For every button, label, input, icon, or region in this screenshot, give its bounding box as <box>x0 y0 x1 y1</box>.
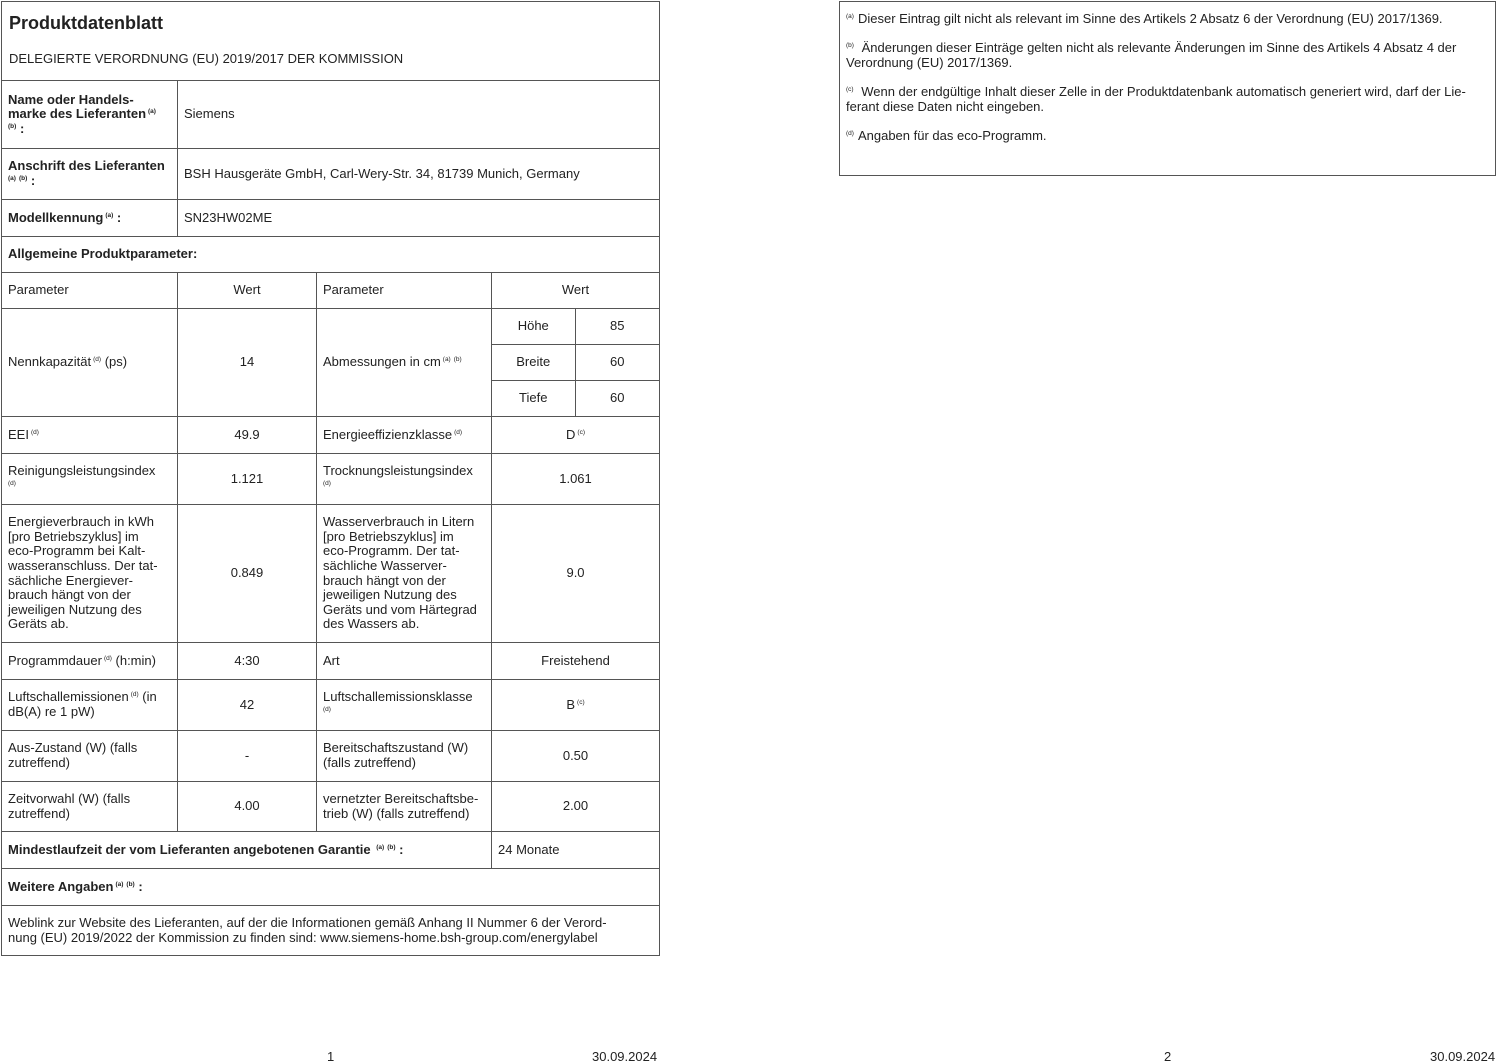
footnote-mark: (a) <box>115 880 124 888</box>
drying-index-label-cell <box>317 454 492 505</box>
model-label: Modellkennung <box>8 209 104 225</box>
energy-class-value: D <box>566 426 576 442</box>
networked-standby-value: 2.00 <box>492 782 660 832</box>
footnote-mark: (c) <box>577 698 585 706</box>
noise-class-value: B <box>566 696 576 712</box>
dimensions-label: Abmessungen in cm <box>323 354 441 370</box>
type-value: Freistehend <box>492 643 660 680</box>
model-label-cell <box>2 200 178 237</box>
program-duration-value: 4:30 <box>178 643 317 680</box>
program-duration-unit: (h:min) <box>115 652 156 668</box>
energy-class-value-cell <box>492 417 660 454</box>
supplier-name-label: Name oder Handels- marke des Lieferanten <box>8 91 147 122</box>
footnote-mark: (b) <box>846 42 854 50</box>
depth-label: Tiefe <box>492 381 575 416</box>
footnote-mark: (d) <box>93 356 102 364</box>
capacity-label: Nennkapazität <box>8 354 92 370</box>
networked-standby-label: vernetzter Bereitschaftsbe- trieb (W) (falls zutreffend) <box>317 782 492 832</box>
delay-start-label: Zeitvorwahl (W) (falls zutreffend) <box>2 782 178 832</box>
title-cell <box>2 2 660 81</box>
supplier-weblink: Weblink zur Website des Lieferanten, auf der die Informationen gemäß Anhang II Nummer 6 der Verord- nung (EU) 2019/2022 der Kommission zu finden sind: www.siemens-home.bsh-group.com/energylabel <box>2 906 660 956</box>
dimensions-values <box>492 309 660 417</box>
type-label: Art <box>317 643 492 680</box>
column-header-value: Wert <box>492 273 660 309</box>
warranty-label: Mindestlaufzeit der vom Lieferanten angebotenen Garantie <box>8 841 371 857</box>
supplier-address-value: BSH Hausgeräte GmbH, Carl-Wery-Str. 34, 81739 Munich, Germany <box>178 149 660 200</box>
column-header-parameter: Parameter <box>317 273 492 309</box>
supplier-name-value: Siemens <box>178 81 660 149</box>
noise-emission-value: 42 <box>178 680 317 731</box>
footnote-mark: (d) <box>323 480 331 487</box>
noise-class-label-cell <box>317 680 492 731</box>
cleaning-index-label: Reinigungsleistungsindex <box>8 463 156 479</box>
footnote-mark: (d) <box>103 654 112 662</box>
footnote-mark: (d) <box>130 691 139 699</box>
height-label: Höhe <box>492 309 575 344</box>
water-consumption-label: Wasserverbrauch in Litern [pro Betriebszyklus] im eco-Programm. Der tat- sächliche Wasserver- brauch hängt von der jeweiligen Nutzung des Geräts und vom Härtegrad des Wassers ab. <box>317 505 492 643</box>
model-value: SN23HW02ME <box>178 200 660 237</box>
supplier-address-label: Anschrift des Lieferanten <box>8 158 165 174</box>
footnote-mark: (b) <box>453 356 462 364</box>
general-parameters-heading: Allgemeine Produktparameter: <box>2 237 660 273</box>
footnote-d <box>846 129 1489 144</box>
colon: : <box>116 209 122 225</box>
footer-date-2: 30.09.2024 <box>1430 1049 1496 1064</box>
cleaning-index-value: 1.121 <box>178 454 317 505</box>
drying-index-value: 1.061 <box>492 454 660 505</box>
footnote-mark: (a) <box>148 108 156 116</box>
warranty-label-cell <box>2 832 492 869</box>
noise-class-label: Luftschallemissionsklasse <box>323 689 473 705</box>
delay-start-value: 4.00 <box>178 782 317 832</box>
footnote-a-text: Dieser Eintrag gilt nicht als relevant im Sinne des Artikels 2 Absatz 6 der Verordnung (EU) 2017/1369. <box>857 11 1443 26</box>
footnote-mark: (b) <box>8 122 17 130</box>
energy-consumption-value: 0.849 <box>178 505 317 643</box>
supplier-address-label-cell <box>2 149 178 200</box>
colon: : <box>399 841 404 857</box>
dimensions-label-cell <box>317 309 492 417</box>
column-header-value: Wert <box>178 273 317 309</box>
page-number-2: 2 <box>1164 1049 1172 1064</box>
colon: : <box>19 120 25 136</box>
footnote-b-text: Änderungen dieser Einträge gelten nicht als relevante Änderungen im Sinne des Artikels 4 Absatz 4 der Verordnung (EU) 2017/1369. <box>846 40 1457 70</box>
capacity-unit: (ps) <box>104 354 128 370</box>
footnote-mark: (c) <box>577 428 585 436</box>
footnote-mark: (c) <box>846 85 854 93</box>
off-mode-label: Aus-Zustand (W) (falls zutreffend) <box>2 731 178 782</box>
cleaning-index-label-cell <box>2 454 178 505</box>
dimensions-grid <box>492 309 659 416</box>
footnotes-box <box>839 1 1496 176</box>
footnote-mark: (a) <box>442 356 451 364</box>
eei-value: 49.9 <box>178 417 317 454</box>
footnote-mark: (b) <box>18 175 28 182</box>
drying-index-label: Trocknungsleistungsindex <box>323 463 473 479</box>
footnote-mark: (b) <box>387 843 396 851</box>
footnote-mark: (a) <box>376 843 385 851</box>
footnote-c-text: Wenn der endgültige Inhalt dieser Zelle in der Produktdatenbank automatisch generiert wird, darf der Lie- ferant diese Daten nicht eingeben. <box>846 83 1466 114</box>
standby-label: Bereitschaftszustand (W) (falls zutreffend) <box>317 731 492 782</box>
noise-emission-label: Luftschallemissionen <box>8 689 129 705</box>
colon: : <box>138 878 143 894</box>
footnote-mark: (d) <box>30 428 39 436</box>
capacity-value: 14 <box>178 309 317 417</box>
footnote-mark: (d) <box>846 129 854 137</box>
energy-class-label: Energieeffizienzklasse <box>323 426 453 442</box>
depth-value: 60 <box>610 390 625 406</box>
width-value: 60 <box>575 344 659 380</box>
footnote-mark: (a) <box>8 175 16 182</box>
width-label: Breite <box>492 344 575 380</box>
product-data-sheet <box>1 1 660 956</box>
program-duration-label-cell <box>2 643 178 680</box>
regulation-subtitle: DELEGIERTE VERORDNUNG (EU) 2019/2017 DER KOMMISSION <box>9 51 404 66</box>
warranty-value: 24 Monate <box>492 832 660 869</box>
footnote-mark: (d) <box>8 480 16 487</box>
eei-label: EEI <box>8 426 29 442</box>
footnote-d-text: Angaben für das eco-Programm. <box>857 127 1047 143</box>
footnote-b <box>846 41 1489 70</box>
footnote-mark: (d) <box>454 428 463 436</box>
energy-class-label-cell <box>317 417 492 454</box>
further-info-heading: Weitere Angaben <box>8 878 114 894</box>
capacity-label-cell <box>2 309 178 417</box>
further-info-heading-cell <box>2 869 660 906</box>
footnote-a <box>846 12 1489 27</box>
footer-date-1: 30.09.2024 <box>592 1049 658 1064</box>
energy-consumption-label: Energieverbrauch in kWh [pro Betriebszyklus] im eco-Programm bei Kalt- wasseranschluss. Der tat- sächliche Energiever- brauch hängt von der jeweiligen Nutzung des Geräts ab. <box>2 505 178 643</box>
document-title: Produktdatenblatt <box>9 13 164 33</box>
noise-emission-unit: (in dB(A) re 1 pW) <box>8 689 157 719</box>
supplier-name-label-cell <box>2 81 178 149</box>
program-duration-label: Programmdauer <box>8 652 102 668</box>
page-number-1: 1 <box>327 1049 335 1064</box>
footnote-mark: (b) <box>126 880 135 888</box>
eei-label-cell <box>2 417 178 454</box>
footnote-mark: (a) <box>105 211 114 219</box>
footnote-mark: (d) <box>323 706 331 713</box>
colon: : <box>30 173 36 188</box>
standby-value: 0.50 <box>492 731 660 782</box>
noise-emission-label-cell <box>2 680 178 731</box>
water-consumption-value: 9.0 <box>492 505 660 643</box>
height-value: 85 <box>575 309 659 344</box>
footnote-c <box>846 85 1489 114</box>
column-header-parameter: Parameter <box>2 273 178 309</box>
noise-class-value-cell <box>492 680 660 731</box>
off-mode-value: - <box>178 731 317 782</box>
footnote-mark: (a) <box>846 13 854 20</box>
